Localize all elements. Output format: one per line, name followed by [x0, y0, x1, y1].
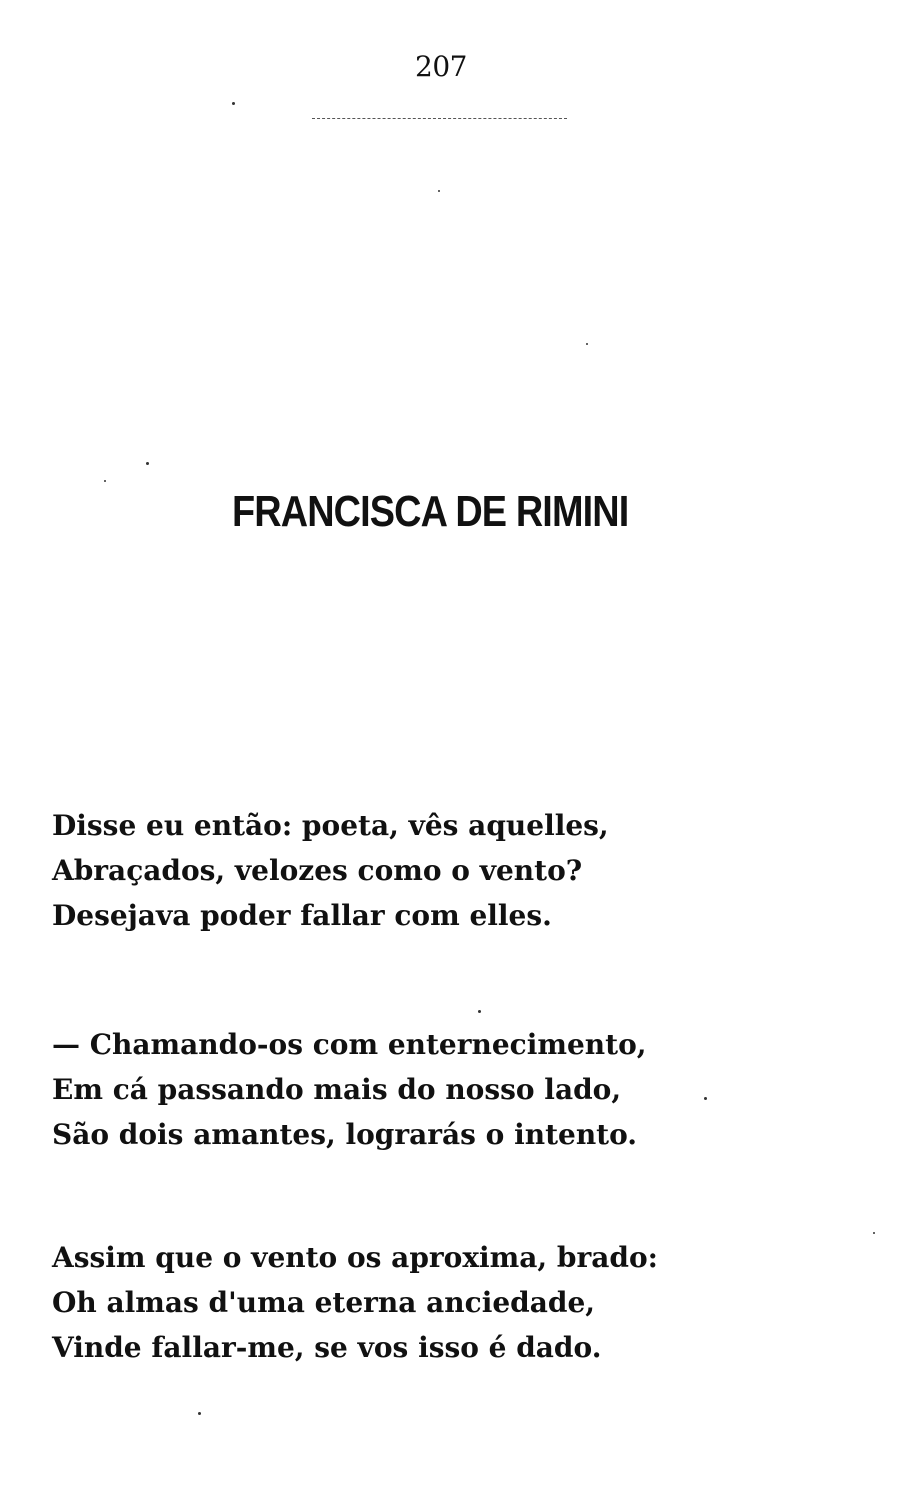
stanza: [52, 1235, 692, 1370]
page-number: 207: [415, 50, 467, 83]
print-speck: [146, 462, 149, 465]
verse-line: São dois amantes, lograrás o intento.: [52, 1118, 638, 1151]
header-rule: [312, 118, 567, 119]
stanza: [52, 803, 692, 938]
verse-line: Oh almas d'uma eterna anciedade,: [52, 1286, 596, 1319]
print-speck: [586, 343, 588, 345]
print-speck: [704, 1097, 707, 1100]
verse-line: Disse eu então: poeta, vês aquelles,: [52, 809, 609, 842]
verse-line: — Chamando-os com enternecimento,: [52, 1028, 647, 1061]
print-speck: [198, 1412, 201, 1415]
verse-line: Abraçados, velozes como o vento?: [52, 854, 583, 887]
print-speck: [104, 480, 106, 482]
verse-line: Desejava poder fallar com elles.: [52, 899, 552, 932]
poem-title: FRANCISCA DE RIMINI: [232, 487, 629, 536]
print-speck: [873, 1232, 875, 1234]
print-speck: [438, 190, 440, 192]
verse-line: Assim que o vento os aproxima, brado:: [52, 1241, 658, 1274]
print-speck: [478, 1010, 481, 1013]
verse-line: Vinde fallar-me, se vos isso é dado.: [52, 1331, 602, 1364]
stanza: [52, 1022, 692, 1157]
print-speck: [232, 102, 235, 105]
verse-line: Em cá passando mais do nosso lado,: [52, 1073, 622, 1106]
